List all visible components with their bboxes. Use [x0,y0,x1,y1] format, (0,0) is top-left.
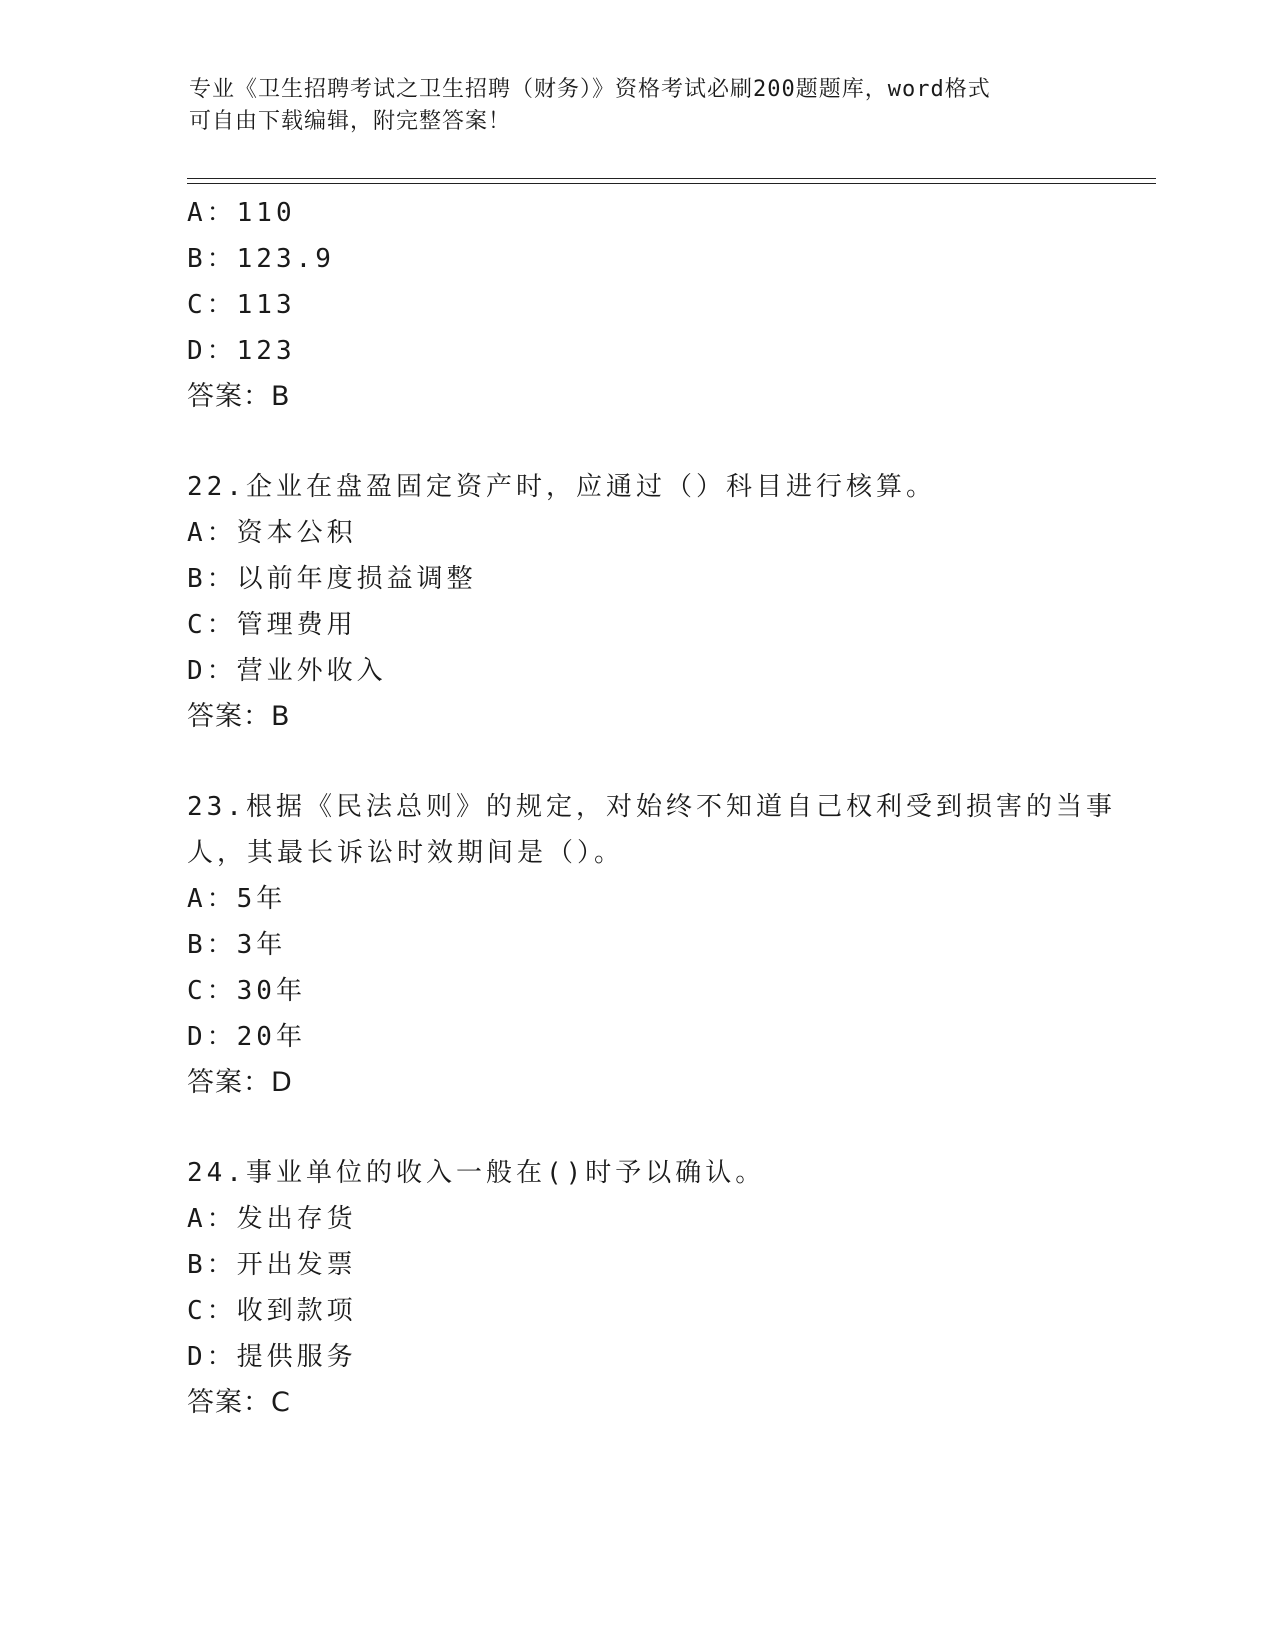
option-a: A：发出存货 [187,1204,357,1234]
question-text: 22.企业在盘盈固定资产时，应通过（）科目进行核算。 [187,472,936,502]
option-a: A：5年 [187,884,287,914]
question-21 [187,190,1087,420]
option-c: C：管理费用 [187,610,357,640]
option-b: B：3年 [187,930,287,960]
answer: 答案：C [187,1387,291,1418]
question-24 [187,1150,1087,1426]
document-header [189,74,1089,138]
header-divider [187,178,1156,184]
option-b: B：开出发票 [187,1250,357,1280]
question-22 [187,464,1087,740]
question-list [187,190,1116,1426]
option-b: B：123.9 [187,244,335,274]
option-c: C：113 [187,290,296,320]
option-c: C：收到款项 [187,1296,357,1326]
question-text-line-2: 人，其最长诉讼时效期间是（）。 [187,838,625,868]
header-title-line-2: 可自由下载编辑，附完整答案！ [189,109,512,134]
option-d: D：123 [187,336,296,366]
option-a: A：110 [187,198,296,228]
option-d: D：营业外收入 [187,656,387,686]
answer: 答案：D [187,1067,293,1098]
option-a: A：资本公积 [187,518,357,548]
answer: 答案：B [187,381,291,412]
question-text-line-1: 23.根据《民法总则》的规定，对始终不知道自己权利受到损害的当事 [187,792,1116,822]
answer: 答案：B [187,701,291,732]
option-d: D：20年 [187,1022,306,1052]
header-title-line-1: 专业《卫生招聘考试之卫生招聘（财务）》资格考试必刷200题题库，word格式 [189,77,991,102]
option-b: B：以前年度损益调整 [187,564,477,594]
question-text: 24.事业单位的收入一般在()时予以确认。 [187,1158,766,1188]
option-d: D：提供服务 [187,1342,357,1372]
option-c: C：30年 [187,976,306,1006]
question-23 [187,784,1116,1106]
